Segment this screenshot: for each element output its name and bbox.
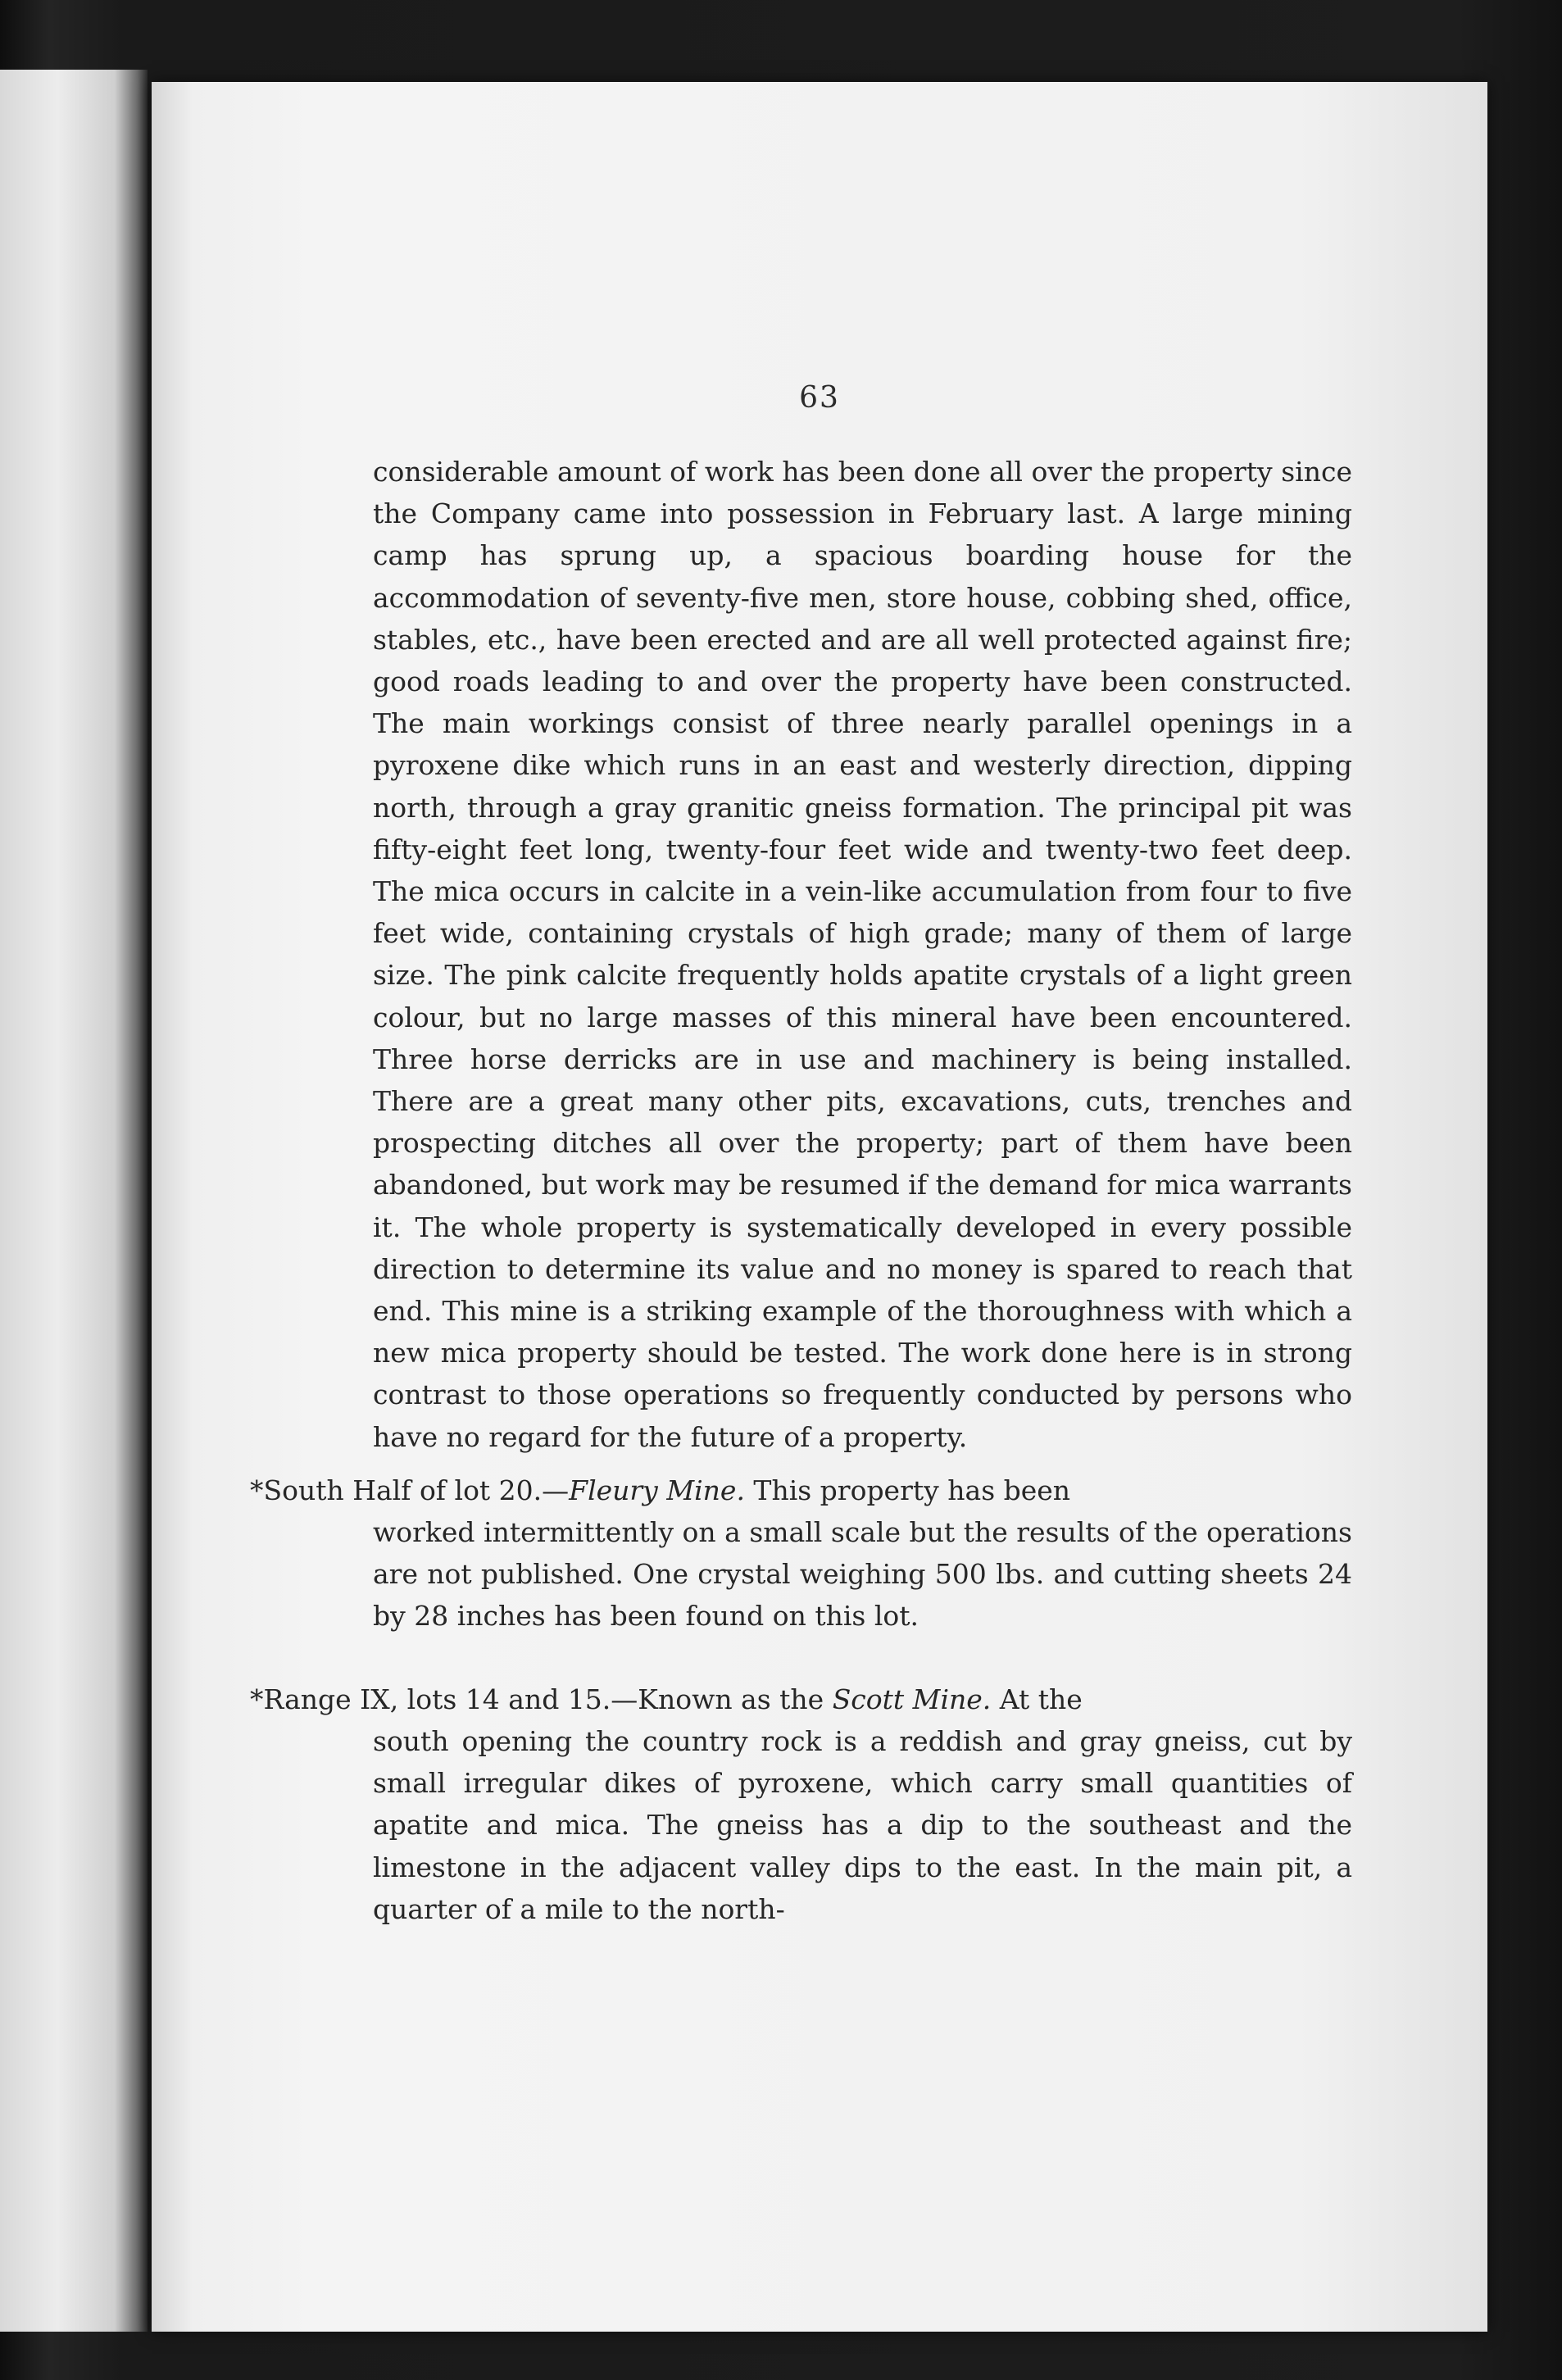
entry-text-start: At the — [991, 1683, 1083, 1715]
book-page — [152, 82, 1487, 2332]
entry-first-line — [250, 1469, 1352, 1511]
mine-name: Scott Mine. — [832, 1683, 992, 1715]
entry-text: worked intermittently on a small scale but the results of the operations are not published. One crystal weighing 500 lbs. and cutting sheets 24 by 28 inches has been found on this lot. — [373, 1516, 1352, 1633]
entry-text-start: This property has been — [744, 1474, 1071, 1506]
entry-heading: *Range IX, lots 14 and 15.—Known as the — [250, 1683, 833, 1715]
body-paragraph: considerable amount of work has been done all over the property since the Company came into possession in February last. A large mining camp has sprung up, a spacious boarding house for the accommodation of seventy-five men, store house, cobbing shed, office, stables, etc., have been erected and are all well protected against fire; good roads leading to and over the property have been constructed. The main workings consist of three nearly parallel openings in a pyroxene dike which runs in an east and westerly direction, dipping north, through a gray granitic gneiss formation. The principal pit was fifty-eight feet long, twenty-four feet wide and twenty-two feet deep. The mica occurs in calcite in a vein-like accumulation from four to five feet wide, containing crystals of high grade; many of them of large size. The pink calcite frequently holds apatite crystals of a light green colour, but no large masses of this mineral have been encountered. Three horse derricks are in use and machinery is being installed. There are a great many other pits, excavations, cuts, trenches and prospecting ditches all over the property; part of them have been abandoned, but work may be resumed if the demand for mica warrants it. The whole property is systematically developed in every possible direction to determine its value and no money is spared to reach that end. This mine is a striking example of the thoroughness with which a new mica property should be tested. The work done here is in strong contrast to those operations so frequently conducted by persons who have no regard for the future of a property. — [373, 456, 1352, 1453]
entry-heading: *South Half of lot 20.— — [250, 1474, 570, 1506]
entry-text: south opening the country rock is a reddish and gray gneiss, cut by small irregular dikes of pyroxene, which carry small quantities of apatite and mica. The gneiss has a dip to the southeast and the limestone in the adjacent valley dips to the east. In the main pit, a quarter of a mile to the north- — [373, 1724, 1352, 1925]
lot-entry-south-half-20 — [250, 1469, 1352, 1637]
facing-page-edge — [0, 70, 148, 2332]
page-number: 63 — [799, 381, 840, 415]
entry-first-line — [250, 1678, 1352, 1720]
mine-name: Fleury Mine. — [569, 1474, 745, 1506]
lot-entry-range-ix — [250, 1678, 1352, 1930]
page-body — [250, 451, 1352, 1930]
